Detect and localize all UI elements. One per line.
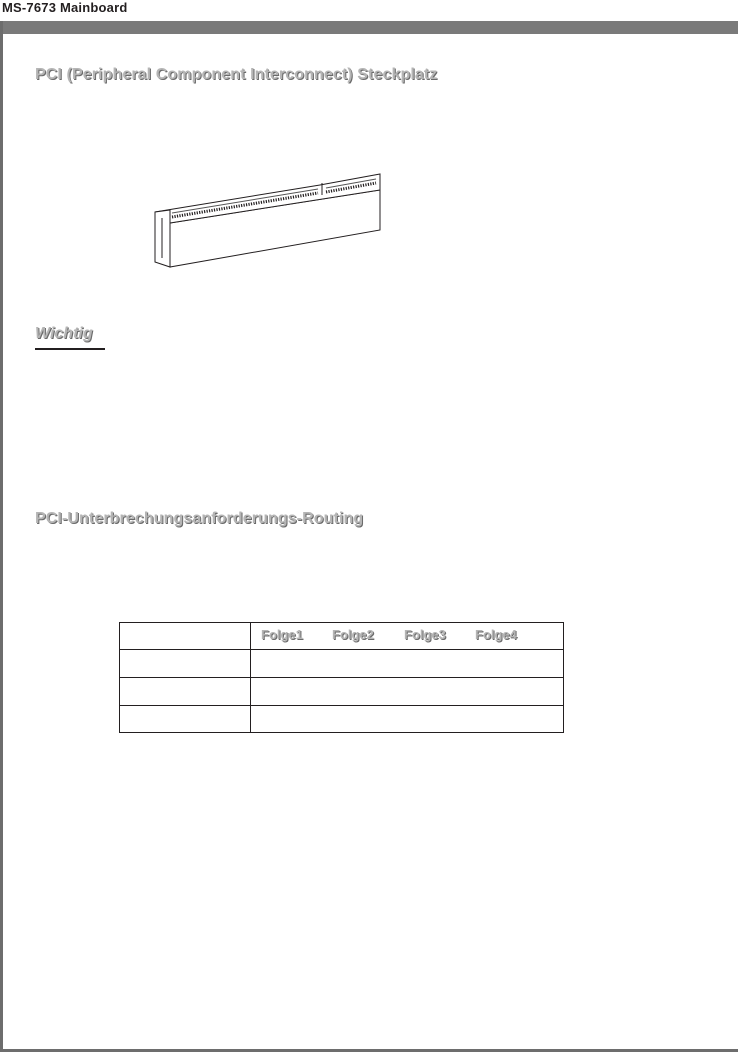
left-border xyxy=(0,21,3,1052)
irq-routing-table xyxy=(119,622,564,733)
page-header-title: MS-7673 Mainboard xyxy=(2,0,128,15)
column-header: Folge4 xyxy=(475,627,517,642)
section-title-pci-slot: PCI (Peripheral Component Interconnect) Steckplatz xyxy=(35,66,438,83)
table-row xyxy=(120,650,563,678)
column-header: Folge3 xyxy=(404,627,446,642)
table-header-row xyxy=(120,623,563,650)
pci-slot-illustration xyxy=(150,160,390,275)
table-row xyxy=(120,678,563,706)
important-underline xyxy=(35,348,105,350)
section-title-irq-routing: PCI-Unterbrechungsanforderungs-Routing xyxy=(35,510,364,527)
important-note-label: Wichtig xyxy=(35,325,93,342)
table-row xyxy=(120,706,563,733)
column-header: Folge2 xyxy=(332,627,374,642)
header-bar xyxy=(0,21,738,34)
column-header: Folge1 xyxy=(261,627,303,642)
